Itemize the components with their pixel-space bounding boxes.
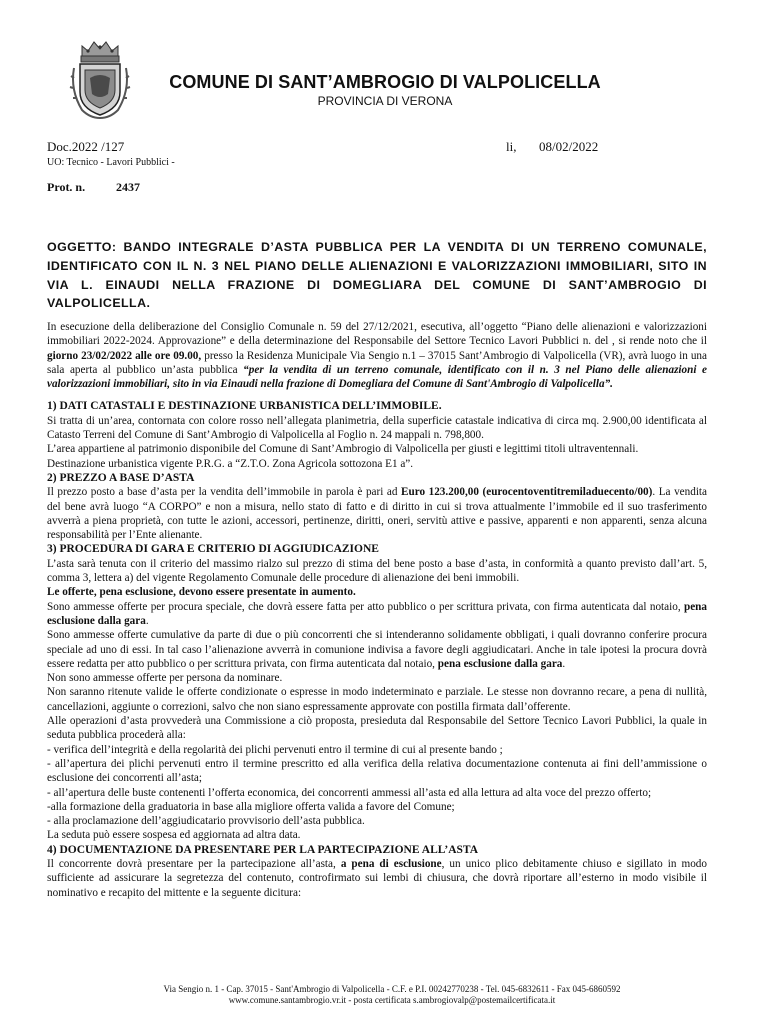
section-1-paragraph: L’area appartiene al patrimonio disponibile del Comune di Sant’Ambrogio di Valpolicella per giusti e legittimi titoli ultraventennali. xyxy=(47,443,639,456)
list-item: - verifica dell’integrità e della regolarità dei plichi pervenuti entro il termine di cui al presente bando ; xyxy=(47,743,503,756)
section-3-paragraph: Non sono ammesse offerte per persona da nominare. xyxy=(47,672,283,685)
list-item: - alla proclamazione dell’aggiudicatario provvisorio dell’asta pubblica. xyxy=(47,815,365,828)
list-item: - all’apertura dei plichi pervenuti entro il termine prescritto ed alla verifica della relativa documentazione contenuta ai fini dell’ammissione o esclusione dei concorrenti all’asta; xyxy=(47,757,707,785)
municipality-title: COMUNE DI SANT’AMBROGIO DI VALPOLICELLA xyxy=(169,72,601,92)
section-3-paragraph: Sono ammesse offerte cumulative da parte di due o più concorrenti che si intenderanno solidamente obbligati, i quali dovranno conferire procura speciale ad uno di essi. In tal caso l’alienazione avverrà in comunione indivisa a favore degli aggiudicatari. Anche in tale ipotesi la procura dovrà essere redatta per atto pubblico o per scrittura privata, con firma autenticata dal notaio, pena esclusione dalla gara. xyxy=(47,629,707,670)
section-1-paragraph: Si tratta di un’area, contornata con colore rosso nell’allegata planimetria, della superficie catastale indicativa di circa mq. 2.900,00 identificata al Catasto Terreni del Comune di Sant’Ambrogio di Valpolicella al Foglio n. 24 mappali n. 798,800. xyxy=(47,414,707,442)
document-date: 08/02/2022 xyxy=(539,139,599,154)
intro-paragraph: In esecuzione della deliberazione del Consiglio Comunale n. 59 del 27/12/2021, esecutiva, all’oggetto “Piano delle alienazioni e valorizzazioni immobiliari 2022-2024. Approvazione” e della determinazione del Responsabile del Settore Tecnico Lavori Pubblici n. del , si rende noto che il giorno 23/02/2022 alle ore 09.00, presso la Residenza Municipale Via Sengio n.1 – 37015 Sant’Ambrogio di Valpolicella (VR), avrà luogo in una sala aperta al pubblico un’asta pubblica “per la vendita di un terreno comunale, identificato con il n. 3 nel Piano delle alienazioni e valorizzazioni immobiliari, sito in via Einaudi nella frazione di Domegliara del Comune di Sant'Ambrogio di Valpolicella”. xyxy=(47,321,707,391)
list-item: - all’apertura delle buste contenenti l’offerta economica, dei concorrenti ammessi all’asta ed alla lettura ad alta voce del prezzo offerto; xyxy=(47,786,652,799)
section-3-paragraph: Le offerte, pena esclusione, devono essere presentate in aumento. xyxy=(47,586,356,599)
list-item: -alla formazione della graduatoria in base alla migliore offerta valida a favore del Comune; xyxy=(47,800,455,813)
section-3-paragraph: L’asta sarà tenuta con il criterio del massimo rialzo sul prezzo di stima del bene posto a base d’asta, in conformità a quanto previsto dall’art. 5, comma 3, lettera a) del vigente Regolamento Comunale delle procedure di alienazione dei beni immobili. xyxy=(47,557,707,585)
document-number: Doc.2022 /127 xyxy=(47,139,125,154)
office-unit: UO: Tecnico - Lavori Pubblici - xyxy=(47,157,175,168)
province-subtitle: PROVINCIA DI VERONA xyxy=(317,94,453,108)
section-2-paragraph: Il prezzo posto a base d’asta per la vendita dell’immobile in parola è pari ad Euro 123.200,00 (eurocentoventitremiladuecento/00). La vendita del bene avrà luogo “A CORPO” e non a misura, nello stato di fatto e di diritto in cui si trova attualmente l’immobile ed il suo trasferimento avverrà a piena proprietà, con tutte le azioni, accessori, pertinenze, diritti, oneri, servitù attive e passive, apparenti e non apparenti, senza alcuna responsabilità per l’Ente alienante. xyxy=(47,486,707,542)
municipal-crest-icon xyxy=(68,38,132,120)
section-3-paragraph: Sono ammesse offerte per procura speciale, che dovrà essere fatta per atto pubblico o per scrittura privata, con firma autenticata dal notaio, pena esclusione dalla gara. xyxy=(47,600,707,627)
section-3-paragraph: Non saranno ritenute valide le offerte condizionate o espresse in modo indeterminato e parziale. Le stesse non dovranno recare, a pena di nullità, cancellazioni, aggiunte o correzioni, salvo che non siano espressamente approvate con postilla firmata dall’offerente. xyxy=(47,686,707,713)
protocol-number: 2437 xyxy=(116,180,140,194)
section-4-title: 4) DOCUMENTAZIONE DA PRESENTARE PER LA PARTECIPAZIONE ALL’ASTA xyxy=(47,843,479,856)
section-3-paragraph: La seduta può essere sospesa ed aggiornata ad altra data. xyxy=(47,829,301,842)
section-3-paragraph: Alle operazioni d’asta provvederà una Commissione a ciò proposta, presieduta dal Responsabile del Settore Tecnico Lavori Pubblici, la quale in seduta pubblica procederà alla: xyxy=(47,715,707,742)
place-label: li, xyxy=(506,139,517,154)
footer-address: Via Sengio n. 1 - Cap. 37015 - Sant'Ambrogio di Valpolicella - C.F. e P.I. 00242770238 - Tel. 045-6832611 - Fax 045-6860592 xyxy=(163,984,621,994)
section-3-title: 3) PROCEDURA DI GARA E CRITERIO DI AGGIUDICAZIONE xyxy=(47,543,379,556)
footer-website: www.comune.santambrogio.vr.it - posta certificata s.ambrogiovalp@postemailcertificata.it xyxy=(228,995,556,1005)
subject-heading: OGGETTO: BANDO INTEGRALE D’ASTA PUBBLICA PER LA VENDITA DI UN TERRENO COMUNALE, IDENTIFICATO CON IL N. 3 NEL PIANO DELLE ALIENAZIONI E VALORIZZAZIONI IMMOBILIARI, SITO IN VIA L. EINAUDI NELLA FRAZIONE DI DOMEGLIARA DEL COMUNE DI SANT’AMBROGIO DI VALPOLICELLA. xyxy=(47,240,707,311)
section-1-title: 1) DATI CATASTALI E DESTINAZIONE URBANISTICA DELL’IMMOBILE. xyxy=(47,400,442,413)
protocol-label: Prot. n. xyxy=(47,180,86,194)
page-footer xyxy=(47,984,737,1006)
section-1-paragraph: Destinazione urbanistica vigente P.R.G. a “Z.T.O. Zona Agricola sottozona E1 a”. xyxy=(47,457,414,470)
section-2-title: 2) PREZZO A BASE D’ASTA xyxy=(47,471,195,484)
document-body xyxy=(47,320,707,900)
section-4-paragraph: Il concorrente dovrà presentare per la partecipazione all’asta, a pena di esclusione, un unico plico debitamente chiuso e sigillato in modo sufficiente ad assicurare la segretezza del contenuto, controfirmato sui lembi di chiusura, che dovrà riportare all’esterno in modo visibile il nominativo e recapito del mittente e la seguente dicitura: xyxy=(47,857,707,899)
